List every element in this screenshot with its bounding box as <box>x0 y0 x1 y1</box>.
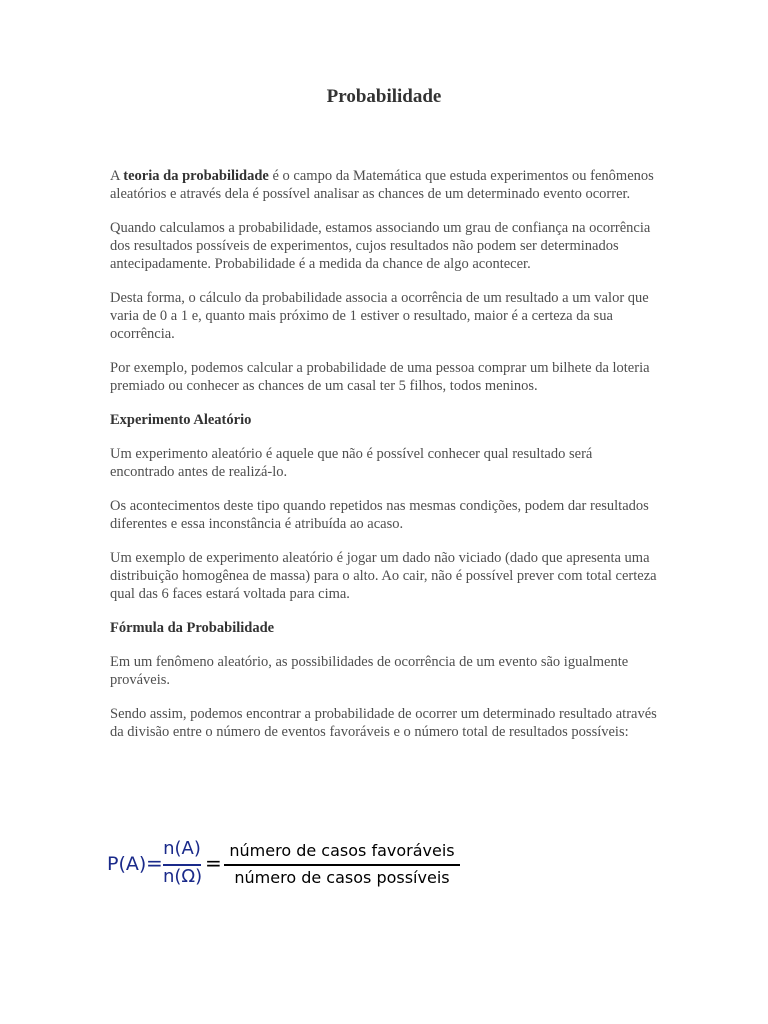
paragraph-6: Os acontecimentos deste tipo quando repetidos nas mesmas condições, podem dar resultados diferentes e essa inconstância é atribuída ao acaso. <box>110 498 649 532</box>
paragraph-5: Um experimento aleatório é aquele que não é possível conhecer qual resultado será encontrado antes de realizá-lo. <box>110 446 593 480</box>
formula-fraction-bar-2 <box>224 864 460 866</box>
formula-equals-1: = <box>146 851 163 875</box>
intro-prefix: A <box>110 168 124 184</box>
paragraph-intro <box>110 167 658 203</box>
paragraph-7: Um exemplo de experimento aleatório é jogar um dado não viciado (dado que apresenta uma distribuição homogênea de massa) para o alto. Ao cair, não é possível prever com total certeza qual das 6 faces estará voltada para cima. <box>110 550 657 602</box>
page-title: Probabilidade <box>326 86 442 107</box>
formula-den1: n(Ω) <box>163 866 203 887</box>
formula-fraction-1-denominator <box>163 866 201 888</box>
paragraph-2: Quando calculamos a probabilidade, estamos associando um grau de confiança na ocorrência dos resultados possíveis de experimentos, cujos resultados não podem ser determinados antecipadamente. Probabilidade é a medida da chance de algo acontecer. <box>110 220 651 272</box>
formula-den2: número de casos possíveis <box>234 868 450 887</box>
formula-equals-2: = <box>205 851 222 875</box>
paragraph-3: Desta forma, o cálculo da probabilidade associa a ocorrência de um resultado a um valor que varia de 0 a 1 e, quanto mais próximo de 1 estiver o resultado, maior é a certeza da sua ocorrência. <box>110 290 649 342</box>
formula-lhs: P(A) <box>107 853 147 875</box>
paragraph-8: Em um fenômeno aleatório, as possibilidades de ocorrência de um evento são igualmente prováveis. <box>110 654 629 688</box>
document-body <box>110 167 658 757</box>
intro-rest: é o campo da Matemática que estuda experimentos ou fenômenos aleatórios e através dela é possível analisar as chances de um determinado evento ocorrer. <box>110 168 654 202</box>
intro-bold-term: teoria da probabilidade <box>123 168 269 184</box>
section-heading-formula: Fórmula da Probabilidade <box>110 620 275 636</box>
probability-formula <box>107 838 467 892</box>
paragraph-4: Por exemplo, podemos calcular a probabilidade de uma pessoa comprar um bilhete da loteria premiado ou conhecer as chances de um casal ter 5 filhos, todos meninos. <box>110 360 650 394</box>
formula-fraction-1-numerator <box>163 838 201 860</box>
formula-num1: n(A) <box>163 838 201 859</box>
section-heading-experimento: Experimento Aleatório <box>110 412 252 428</box>
paragraph-9: Sendo assim, podemos encontrar a probabilidade de ocorrer um determinado resultado através da divisão entre o número de eventos favoráveis e o número total de resultados possíveis: <box>110 706 657 740</box>
formula-num2: número de casos favoráveis <box>229 841 455 860</box>
